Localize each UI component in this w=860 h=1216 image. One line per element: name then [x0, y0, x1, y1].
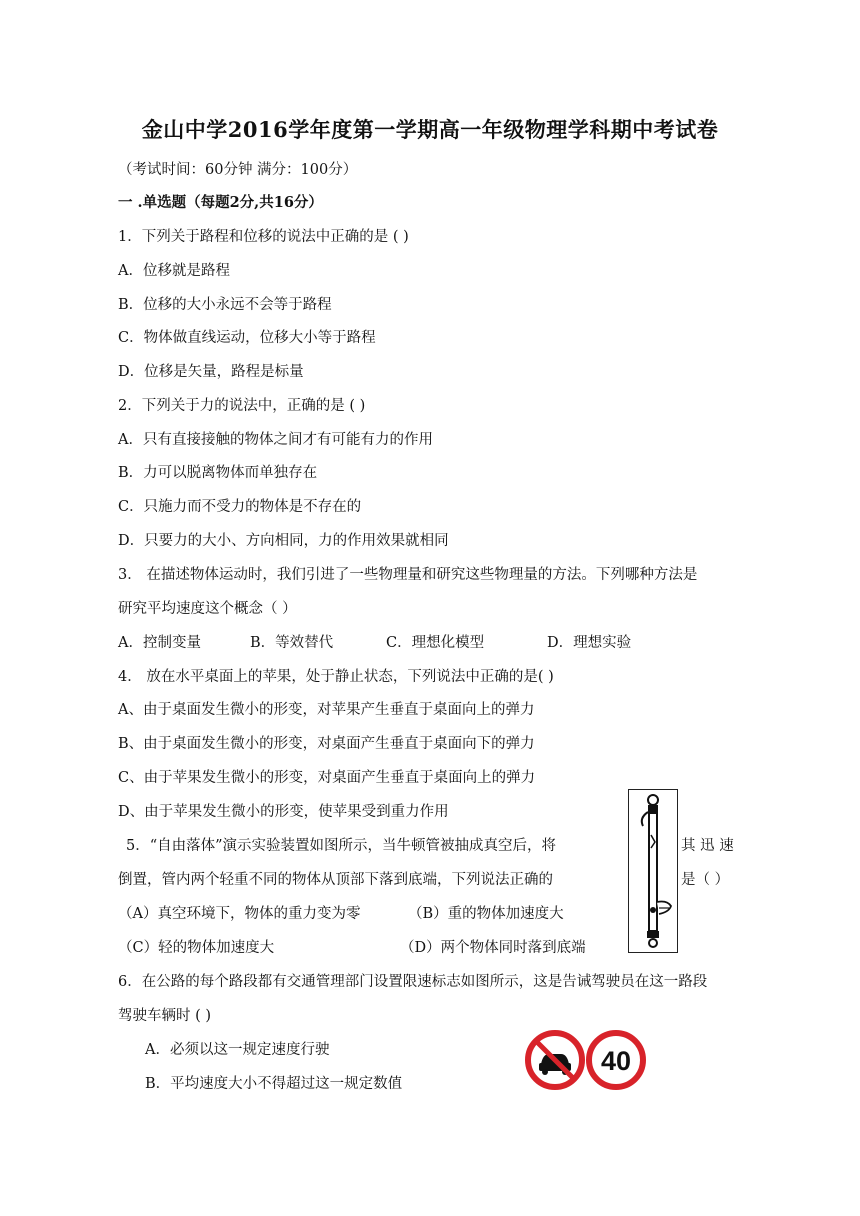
- q3-option-a: A．控制变量: [118, 635, 201, 651]
- q2-stem: 2．下列关于力的说法中，正确的是 ( ): [118, 398, 366, 414]
- q1-option-d: D．位移是矢量，路程是标量: [118, 364, 304, 380]
- q5-option-a: （A）真空环境下，物体的重力变为零: [118, 906, 361, 922]
- q1-option-b: B．位移的大小永远不会等于路程: [118, 297, 332, 313]
- q5-stem-line2-right: 是（ ）: [681, 872, 730, 888]
- q5-stem-line1-left: 5．“自由落体”演示实验装置如图所示，当牛顿管被抽成真空后，将: [126, 838, 557, 854]
- q1-option-a: A．位移就是路程: [118, 263, 230, 279]
- q3-stem-line2: 研究平均速度这个概念（ ）: [118, 601, 297, 617]
- q2-option-b: B．力可以脱离物体而单独存在: [118, 465, 318, 481]
- q2-option-a: A．只有直接接触的物体之间才有可能有力的作用: [118, 432, 433, 448]
- section1-heading: 一 .单选题（每题2分,共16分）: [118, 194, 323, 211]
- q4-option-d: D、由于苹果发生微小的形变，使苹果受到重力作用: [118, 804, 449, 820]
- q5-option-c: （C）轻的物体加速度大: [118, 940, 275, 956]
- q3-option-c: C．理想化模型: [386, 635, 485, 651]
- q6-stem-line2: 驾驶车辆时 ( ): [118, 1008, 212, 1024]
- speed-limit-value: 40: [600, 1046, 632, 1076]
- q5-option-d: （D）两个物体同时落到底端: [400, 940, 586, 956]
- q5-option-b: （B）重的物体加速度大: [408, 906, 564, 922]
- q5-stem-line2-left: 倒置，管内两个轻重不同的物体从顶部下落到底端，下列说法正确的: [118, 872, 553, 888]
- q6-option-b: B．平均速度大小不得超过这一规定数值: [145, 1076, 403, 1092]
- q2-option-d: D．只要力的大小、方向相同，力的作用效果就相同: [118, 533, 449, 549]
- q4-stem: 4． 放在水平桌面上的苹果，处于静止状态，下列说法中正确的是( ): [118, 669, 554, 685]
- q5-stem-line1-right: 其 迅 速: [681, 838, 734, 854]
- exam-title: 金山中学2016学年度第一学期高一年级物理学科期中考试卷: [141, 117, 719, 142]
- newton-tube-figure: [628, 789, 678, 953]
- q6-option-a: A．必须以这一规定速度行驶: [145, 1042, 330, 1058]
- exam-info: （考试时间：60分钟 满分：100分）: [118, 162, 358, 178]
- newton-tube-illustration: [629, 790, 676, 951]
- q2-option-c: C．只施力而不受力的物体是不存在的: [118, 499, 362, 515]
- q4-option-b: B、由于桌面发生微小的形变，对桌面产生垂直于桌面向下的弹力: [118, 736, 535, 752]
- q3-option-d: D．理想实验: [547, 635, 632, 651]
- q6-stem-line1: 6．在公路的每个路段都有交通管理部门设置限速标志如图所示，这是告诫驾驶员在这一路段: [118, 974, 708, 990]
- q3-stem-line1: 3． 在描述物体运动时，我们引进了一些物理量和研究这些物理量的方法。下列哪种方法是: [118, 567, 698, 583]
- q4-option-a: A、由于桌面发生微小的形变，对苹果产生垂直于桌面向上的弹力: [118, 702, 535, 718]
- q3-option-b: B．等效替代: [250, 635, 334, 651]
- traffic-signs-figure: [525, 1030, 647, 1090]
- q1-stem: 1．下列关于路程和位移的说法中正确的是 ( ): [118, 229, 409, 245]
- q4-option-c: C、由于苹果发生微小的形变，对桌面产生垂直于桌面向上的弹力: [118, 770, 536, 786]
- speed-limit-sign-icon: [589, 1033, 643, 1087]
- no-overtaking-sign-icon: [528, 1033, 582, 1087]
- q1-option-c: C．物体做直线运动，位移大小等于路程: [118, 330, 376, 346]
